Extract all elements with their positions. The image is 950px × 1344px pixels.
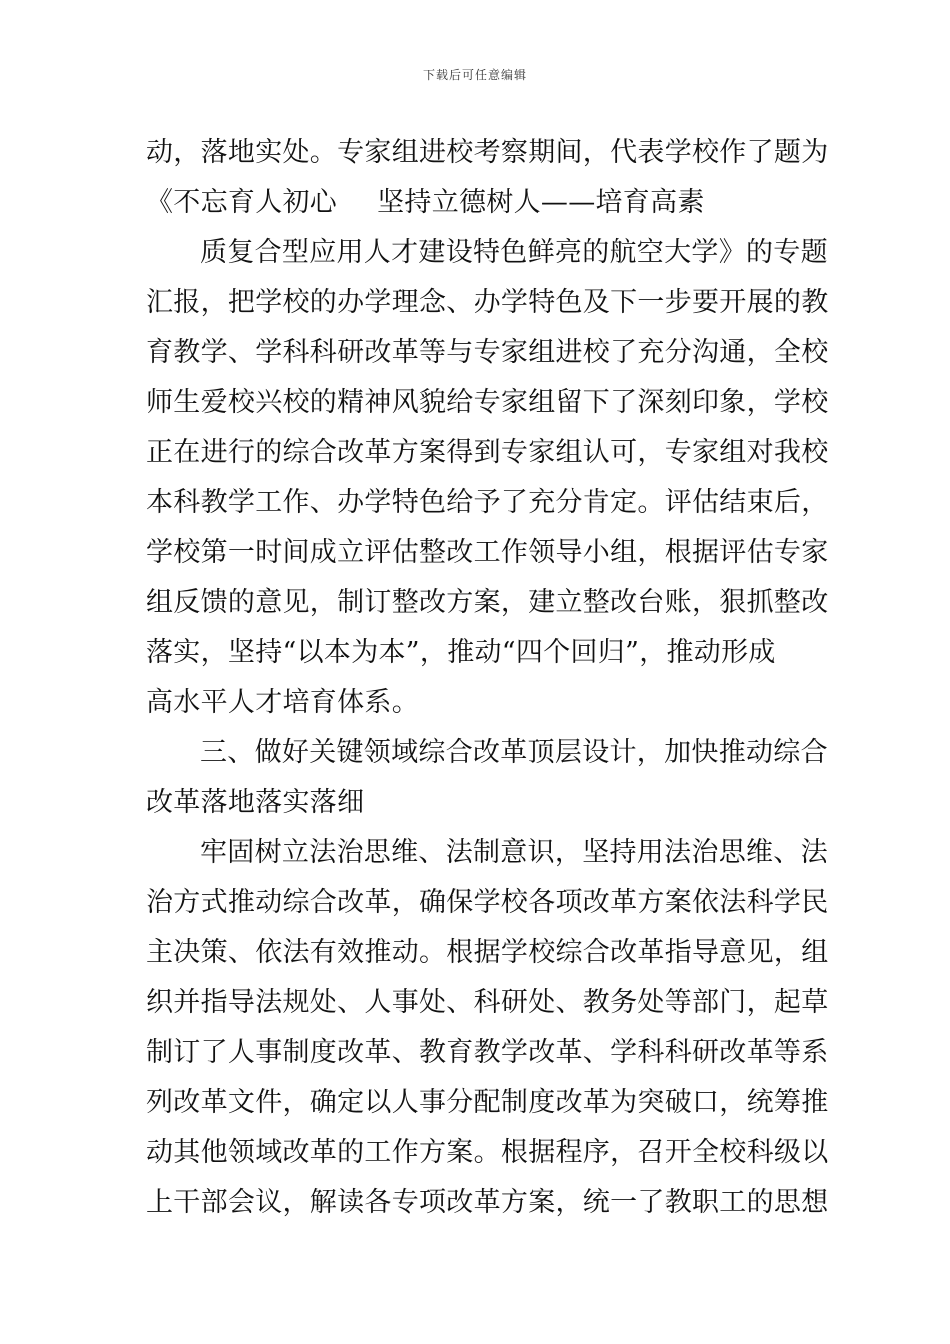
- text-line: 育教学、学科科研改革等与专家组进校了充分沟通，全校: [146, 337, 829, 368]
- text-line: 落实，坚持“以本为本”，推动“四个回归”，推动形成: [146, 637, 776, 668]
- document-body: [146, 128, 829, 1228]
- page-header: 下载后可任意编辑: [422, 68, 527, 82]
- section-heading-line: 三、做好关键领域综合改革顶层设计，加快推动综合: [200, 737, 828, 768]
- text-line: 组反馈的意见，制订整改方案，建立整改台账，狠抓整改: [146, 587, 829, 618]
- text-line: 汇报，把学校的办学理念、办学特色及下一步要开展的教: [146, 287, 829, 318]
- text-line: 本科教学工作、办学特色给予了充分肯定。评估结束后，: [146, 487, 829, 518]
- text-line: 动其他领域改革的工作方案。根据程序，召开全校科级以: [146, 1137, 829, 1168]
- text-line: 高水平人才培育体系。: [146, 687, 419, 718]
- text-line: 学校第一时间成立评估整改工作领导小组，根据评估专家: [146, 537, 829, 568]
- text-line: 师生爱校兴校的精神风貌给专家组留下了深刻印象，学校: [146, 387, 829, 418]
- text-line: 织并指导法规处、人事处、科研处、教务处等部门，起草: [146, 987, 829, 1018]
- text-line: 动，落地实处。专家组进校考察期间，代表学校作了题为: [146, 137, 829, 168]
- text-line: 治方式推动综合改革，确保学校各项改革方案依法科学民: [146, 887, 829, 918]
- text-line: 正在进行的综合改革方案得到专家组认可，专家组对我校: [146, 437, 829, 468]
- text-line: 上干部会议，解读各专项改革方案，统一了教职工的思想: [146, 1187, 829, 1218]
- title-part-1: 《不忘育人初心: [146, 187, 338, 218]
- text-line: 制订了人事制度改革、教育教学改革、学科科研改革等系: [146, 1037, 829, 1068]
- text-line: 牢固树立法治思维、法制意识，坚持用法治思维、法: [200, 837, 828, 868]
- text-line: 质复合型应用人才建设特色鲜亮的航空大学》的专题: [200, 237, 828, 268]
- text-line: 列改革文件，确定以人事分配制度改革为突破口，统筹推: [146, 1087, 829, 1118]
- title-part-2: 坚持立德树人——培育高素: [377, 187, 705, 218]
- section-heading-line: 改革落地落实落细: [146, 787, 365, 818]
- text-line: 主决策、依法有效推动。根据学校综合改革指导意见，组: [146, 937, 829, 968]
- text-line: [146, 178, 816, 228]
